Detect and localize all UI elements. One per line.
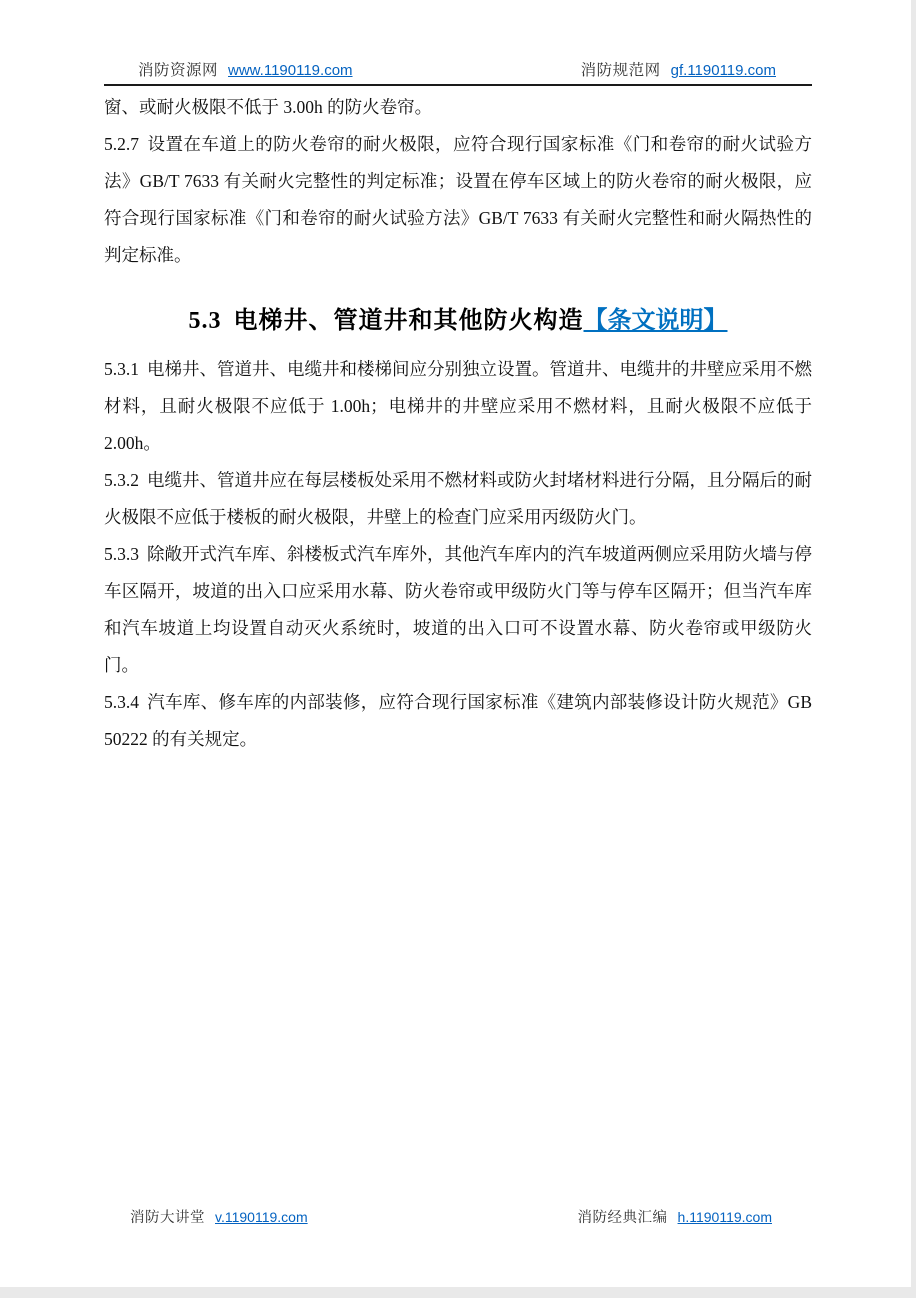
clause-number: 5.3.4 [104, 692, 139, 712]
clause-5-3-1 [104, 351, 812, 462]
header-left-label: 消防资源网 [138, 62, 219, 79]
header-right-label: 消防规范网 [580, 62, 661, 79]
clause-text: 除敞开式汽车库、斜楼板式汽车库外，其他汽车库内的汽车坡道两侧应采用防火墙与停车区隔开，坡道的出入口应采用水幕、防火卷帘或甲级防火门等与停车区隔开；但当汽车库和汽车坡道上均设置自动灭火系统时，坡道的出入口可不设置水幕、防火卷帘或甲级防火门。 [104, 544, 812, 675]
footer-left-link[interactable]: v.1190119.com [215, 1209, 308, 1225]
clause-number: 5.3.2 [104, 470, 139, 490]
section-heading-title: 电梯井、管道井和其他防火构造 [233, 308, 584, 334]
clause-text: 设置在车道上的防火卷帘的耐火极限，应符合现行国家标准《门和卷帘的耐火试验方法》GB/T 7633 有关耐火完整性的判定标准；设置在停车区域上的防火卷帘的耐火极限，应符合现行国家标准《门和卷帘的耐火试验方法》GB/T 7633 有关耐火完整性和耐火隔热性的判定标准。 [104, 134, 812, 265]
footer-right [578, 1206, 772, 1227]
clause-5-3-3 [104, 536, 812, 684]
header-right [581, 58, 776, 80]
continuation-line: 窗、或耐火极限不低于 3.00h 的防火卷帘。 [104, 97, 433, 117]
page-footer [104, 1206, 812, 1227]
clause-number: 5.2.7 [104, 134, 139, 154]
document-body [104, 89, 812, 758]
header-left-link[interactable]: www.1190119.com [228, 62, 353, 79]
clause-5-3-2 [104, 462, 812, 536]
footer-right-label: 消防经典汇编 [577, 1210, 668, 1226]
header-right-link[interactable]: gf.1190119.com [670, 62, 776, 79]
clause-5-3-4 [104, 684, 812, 758]
header-left [138, 58, 353, 80]
section-heading-number: 5.3 [188, 308, 222, 334]
clause-number: 5.3.1 [104, 359, 139, 379]
commentary-link[interactable]: 【条文说明】 [583, 308, 728, 334]
clause-text: 汽车库、修车库的内部装修，应符合现行国家标准《建筑内部装修设计防火规范》GB 50222 的有关规定。 [104, 692, 812, 749]
clause-5-2-7 [104, 126, 812, 274]
clause-number: 5.3.3 [104, 544, 139, 564]
page-header [104, 58, 812, 86]
section-heading [104, 304, 812, 338]
footer-right-link[interactable]: h.1190119.com [677, 1209, 772, 1225]
footer-left [130, 1206, 308, 1227]
clause-text: 电缆井、管道井应在每层楼板处采用不燃材料或防火封堵材料进行分隔，且分隔后的耐火极限不应低于楼板的耐火极限，井壁上的检查门应采用丙级防火门。 [104, 470, 812, 527]
footer-left-label: 消防大讲堂 [130, 1210, 205, 1226]
clause-text: 电梯井、管道井、电缆井和楼梯间应分别独立设置。管道井、电缆井的井壁应采用不燃材料，且耐火极限不应低于 1.00h；电梯井的井壁应采用不燃材料，且耐火极限不应低于 2.00h。 [104, 359, 812, 453]
